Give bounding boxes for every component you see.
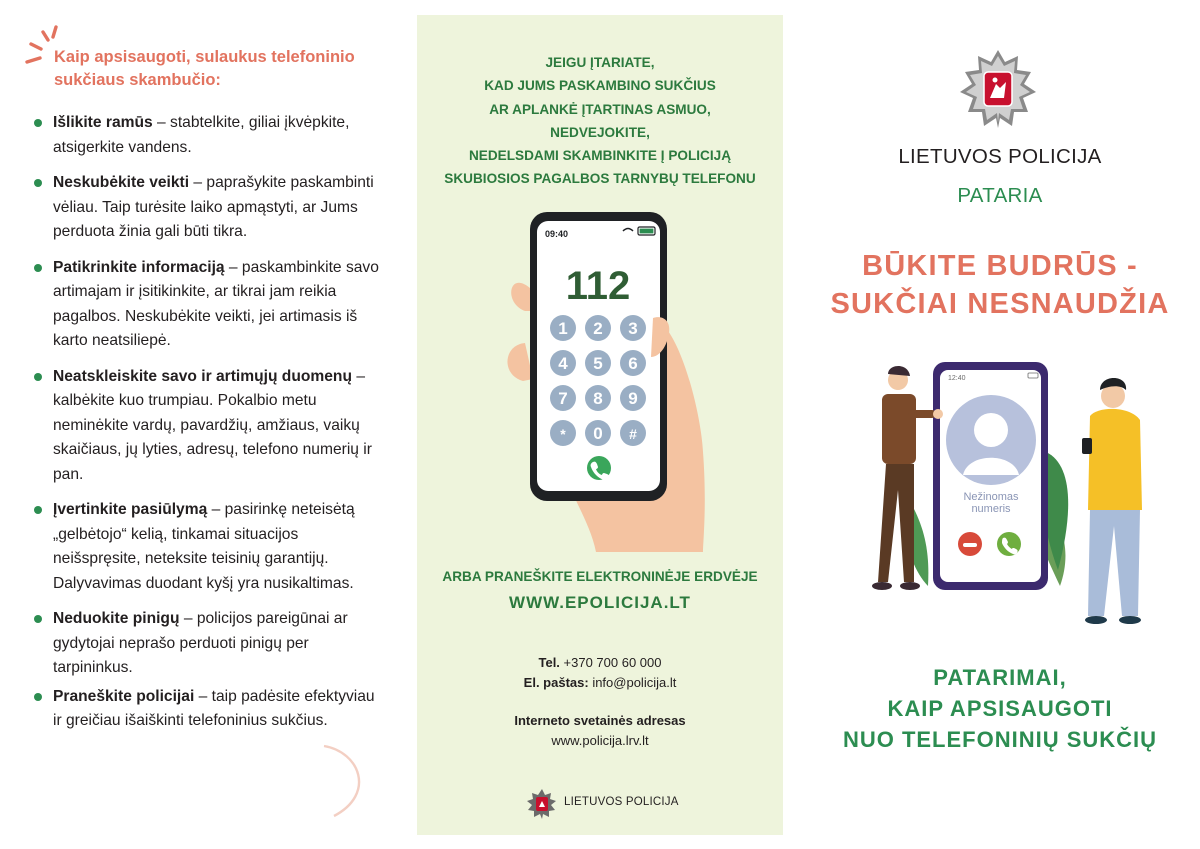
caller-line2: numeris — [971, 503, 1011, 515]
tip-title: Neatskleiskite savo ir artimųjų duomenų — [53, 367, 352, 385]
tip-text: – paprašykite paskambinti vėliau. Taip turėsite laiko apmąstyti, ar Jums perduota žinia gali būti tikra. — [53, 174, 374, 240]
website-link[interactable]: www.policija.lrv.lt — [551, 733, 649, 748]
tip-text: – taip padėsite efektyviau ir greičiau išaiškinti telefoninius sukčius. — [53, 687, 375, 729]
instruction-line: JEIGU ĮTARIATE, — [545, 55, 655, 70]
keypad-key-label: # — [629, 426, 637, 442]
tips-list — [34, 111, 379, 734]
keypad-key-label: * — [560, 426, 566, 442]
tip-item — [34, 498, 379, 596]
bullet-dot — [34, 506, 42, 514]
scam-call-illustration — [868, 360, 1158, 628]
advises-label: PATARIA — [957, 184, 1043, 207]
bottom-headline: PATARIMAI, KAIP APSISAUGOTI NUO TELEFONINIŲ SUKČIŲ — [842, 665, 1158, 752]
bullet-dot — [34, 264, 42, 272]
instruction-line: NEDVEJOKITE, — [550, 124, 650, 140]
instruction-line: AR APLANKĖ ĮTARTINAS ASMUO, — [489, 101, 711, 117]
tip-title: Neskubėkite veikti — [53, 174, 190, 191]
tip-text: – kalbėkite kuo trumpiau. Pokalbio metu neminėkite vardų, pavardžių, amžiaus, vaikų skaičiaus, jų lyties, adresų, telefono numerių ir pan. — [53, 367, 372, 483]
tip-text: – paskambinkite savo artimajam ir įsitikinkite, ar tikrai jam reikia pagalbos. Neskubėkite veikti, jei artimasis iš karto neatsiliepė. — [53, 258, 379, 349]
keypad-key-label: 5 — [593, 354, 603, 373]
accept-call-icon[interactable] — [997, 532, 1021, 556]
keypad-key-label: 7 — [558, 389, 568, 408]
website-label: Interneto svetainės adresas — [514, 713, 686, 728]
tip-item — [34, 111, 379, 160]
illus-phone-time: 12:40 — [948, 375, 966, 382]
tip-item — [34, 607, 379, 681]
police-logo-small-icon — [527, 789, 557, 819]
keypad-key-label: 8 — [593, 389, 603, 408]
email-address: info@policija.lt — [588, 675, 677, 690]
emergency-instructions — [417, 51, 783, 191]
arc-decoration-icon — [320, 742, 372, 820]
middle-panel — [417, 15, 783, 835]
instruction-line: NEDELSDAMI SKAMBINKITE Į POLICIJĄ — [468, 148, 732, 164]
phone-time: 09:40 — [545, 229, 569, 239]
keypad-key-label: 4 — [558, 354, 568, 373]
right-panel — [800, 0, 1200, 849]
bullet-dot — [34, 179, 42, 187]
tip-title: Patikrinkite informaciją — [53, 258, 225, 276]
tip-title: Įvertinkite pasiūlymą — [53, 501, 208, 518]
keypad-key-label: 1 — [558, 319, 568, 338]
keypad-key-label: 3 — [628, 319, 638, 338]
left-panel — [0, 0, 400, 849]
police-crest-icon — [960, 50, 1036, 128]
bullet-dot — [34, 373, 42, 381]
tip-title: Išlikite ramūs — [53, 114, 153, 131]
main-headline: BŪKITE BUDRŪS - SUKČIAI NESNAUDŽIA — [830, 250, 1170, 320]
tip-item — [34, 256, 379, 354]
phone-number: +370 700 60 000 — [559, 655, 662, 670]
tip-title: Praneškite policijai — [53, 687, 195, 705]
bullet-dot — [34, 119, 42, 127]
caller-line1: Nežinomas — [963, 491, 1019, 503]
tip-text: – pasirinkę neteisėtą „gelbėtojo“ kelią, tinkamai situacijos neišspręsite, neteksite teisinių garantijų. Dalyvavimas duodant kyšį yra nusikaltimas. — [53, 501, 355, 592]
bullet-dot — [34, 615, 42, 623]
footer-org: LIETUVOS POLICIJA — [564, 796, 679, 808]
tip-item — [34, 365, 379, 488]
tip-title: Neduokite pinigų — [53, 610, 180, 627]
keypad-key-label: 0 — [593, 424, 603, 443]
keypad-key-label: 6 — [628, 354, 638, 373]
instruction-line: KAD JUMS PASKAMBINO SUKČIUS — [484, 78, 716, 94]
keypad-key-label: 9 — [628, 389, 638, 408]
emergency-phone-illustration — [501, 207, 711, 552]
tip-text: – stabtelkite, giliai įkvėpkite, atsigerkite vandens. — [53, 114, 350, 156]
report-online-text: ARBA PRANEŠKITE ELEKTRONINĖJE ERDVĖJE — [442, 569, 758, 584]
bullet-dot — [34, 693, 42, 701]
epolicija-link[interactable]: WWW.EPOLICIJA.LT — [509, 593, 691, 612]
tip-item — [34, 685, 379, 734]
keypad-key-label: 2 — [593, 319, 603, 338]
intro-title: Kaip apsisaugoti, sulaukus telefoninio sukčiaus skambučio: — [54, 48, 355, 89]
tip-item — [34, 171, 379, 245]
tip-text: – policijos pareigūnai ar gydytojai neprašo perduoti pinigų per tarpininkus. — [53, 610, 348, 676]
dialed-number: 112 — [565, 264, 631, 308]
contact-block: Tel. +370 700 60 000 El. paštas: info@policija.lt Interneto svetainės adresas www.policija.lrv.lt — [417, 653, 783, 751]
org-name: LIETUVOS POLICIJA — [898, 145, 1102, 168]
instruction-line: SKUBIOSIOS PAGALBOS TARNYBŲ TELEFONU — [444, 171, 756, 187]
